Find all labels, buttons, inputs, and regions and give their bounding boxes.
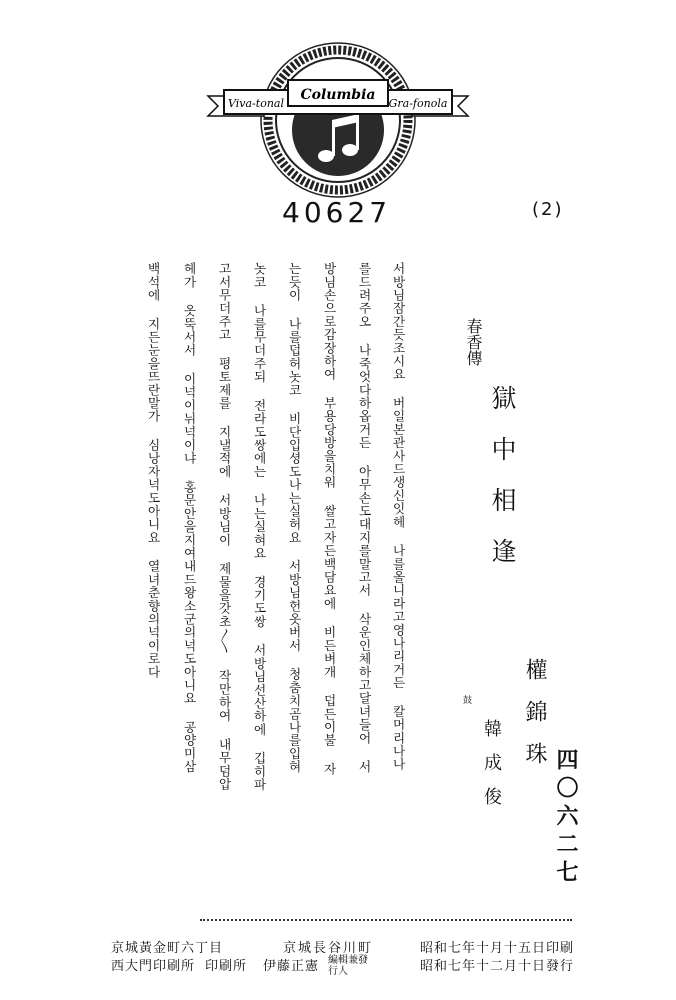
print-date: 昭和七年十月十五日印刷 [420, 941, 575, 956]
logo-text-center: Columbia [300, 87, 376, 103]
publisher-address: 京城長谷川町 [283, 941, 374, 956]
performer-name: 權錦珠 [522, 658, 547, 784]
dotted-divider [200, 919, 572, 921]
printer-name: 西大門印刷所 [111, 959, 196, 974]
publish-date: 昭和七年十二月十日發行 [420, 959, 575, 974]
catalog-number-kanji: 四〇六二七 [553, 748, 579, 888]
lyric-line: 백석에 지든눈을뜨란말가 심낭자넉도아니요 열녀춘향의넉이로다 [145, 262, 161, 679]
catalog-number: 40627 [282, 196, 392, 229]
lyric-line: 는듯이 나를덥허놋코 비단입셩도나는실허요 서방님헌옷버서 청춤치곰나를입혀 [286, 262, 302, 774]
subtitle: 春香傳 [464, 318, 483, 366]
lyric-line: 를드려주오 나죽엇다하옵거든 아무손도대지를말고서 삭운인체하고달녀들어 서 [356, 262, 372, 774]
lyric-line: 헤가 옷뚝서서 이넉이뉘넉이냐 홍문안을지여내드왕소군의넉도아니요 공양미삼 [181, 262, 197, 774]
printer-address: 京城黃金町六丁目 [111, 941, 224, 956]
side-number: (2) [532, 199, 564, 220]
logo-text-left: Viva-tonal [228, 97, 284, 110]
logo-text-right: Gra-fonola [388, 97, 448, 110]
publisher-role: 編輯兼發行人 [328, 955, 368, 977]
columbia-logo [204, 38, 472, 198]
song-title: 獄中相逢 [488, 385, 517, 589]
accompanist-role: 鼓 [461, 695, 471, 704]
lyric-line: 서방님잠간듯조시요 버일본관사드생신잇헤 나를올니라고영나리거든 칼머리나나 [390, 262, 406, 771]
publisher-name: 伊藤正憲 [263, 959, 320, 974]
lyric-line: 고서무더주고 평토제를 지낼적에 서방님이 제물을갓초〳〵 작만하여 내무덤압 [216, 262, 232, 791]
lyric-line: 방님손으로감장하여 부용당방을치워 쌀고자든백담요에 비든벼개 덥든이불 자 [321, 262, 337, 776]
printer-label: 印刷所 [205, 959, 248, 974]
accompanist-name: 韓成俊 [481, 719, 502, 821]
lyric-line: 놋코 나를무더주되 전라도쌍에는 나는실혀요 경기도쌍 서방님선산하에 깁히파 [251, 262, 267, 792]
